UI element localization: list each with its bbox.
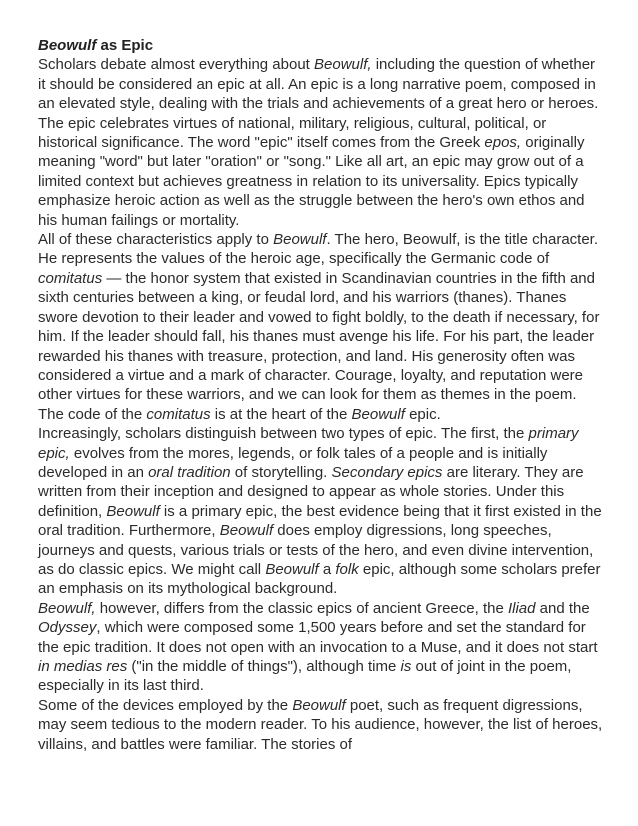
italic-run: epos, — [484, 134, 522, 152]
italic-run: oral tradition — [148, 463, 231, 481]
text-run: All of these characteristics apply to — [38, 231, 274, 249]
text-run: Increasingly, scholars distinguish between two types of epic. The first, the — [38, 425, 529, 443]
paragraph-4 — [38, 599, 606, 696]
italic-run: Secondary epics — [331, 463, 443, 481]
text-run: poet, such as frequent digressions, may seem tedious to the modern reader. To his audience, however, the list of heroes, villains, and battles were familiar. The stories of — [38, 696, 603, 753]
text-run: — the honor system that existed in Scandinavian countries in the fifth and sixth centuries between a king, or feudal lord, and his warriors (thanes). Thanes swore devotion to their leader and vowed to fight boldly, to the death if necessary, for him. If the leader should fall, his thanes must avenge his life. For his part, the leader rewarded his thanes with treasure, protection, and land. His generosity often was considered a virtue and a mark of character. Courage, loyalty, and reputation were other virtues for these warriors, and we can look for them as themes in the poem. The code of the — [38, 269, 600, 423]
italic-run: comitatus — [38, 269, 103, 287]
text-run: Some of the devices employed by the — [38, 696, 293, 714]
text-run: a — [318, 560, 336, 578]
document-body — [38, 36, 606, 754]
text-run: does employ digressions, long speeches, journeys and quests, various trials or tests of the hero, and even divine intervention, as do classic epics. We might call — [38, 522, 594, 578]
italic-run: Iliad — [507, 599, 536, 617]
italic-run: Beowulf — [219, 522, 274, 540]
text-run: . The hero, Beowulf, is the title character. He represents the values of the heroic age, specifically the Germanic code of — [38, 231, 599, 268]
paragraph-1 — [38, 55, 606, 230]
text-run: is at the heart of the — [210, 405, 352, 423]
text-run: including the question of whether it should be considered an epic at all. An epic is a long narrative poem, composed in an elevated style, dealing with the trials and achievements of a great hero or heroes. The epic celebrates virtues of national, military, religious, cultural, political, or historical significance. The word "epic" itself comes from the Greek — [38, 56, 599, 152]
italic-run: Beowulf, — [38, 599, 96, 617]
italic-run: in medias res — [38, 658, 128, 675]
italic-run: Odyssey — [38, 619, 97, 637]
paragraph-3 — [38, 424, 606, 599]
italic-run: Beowulf, — [314, 56, 372, 74]
title-rest: as Epic — [96, 37, 154, 54]
italic-run: Beowulf — [292, 696, 346, 714]
italic-run: folk — [335, 560, 359, 578]
text-run: originally meaning "word" but later "oration" or "song." Like all art, an epic may grow out of a limited context but achieves greatness in relation to its universality. Epics typically emphasize heroic action as well as the struggle between the hero's own ethos and his human failings or mortality. — [38, 134, 585, 229]
document-paragraphs — [38, 55, 606, 754]
text-run: Scholars debate almost everything about — [38, 56, 314, 74]
italic-run: is — [400, 658, 412, 675]
title-italic: Beowulf — [38, 37, 97, 54]
text-run: , which were composed some 1,500 years before and set the standard for the epic tradition. It does not open with an invocation to a Muse, and it does not start — [38, 619, 598, 656]
document-title — [38, 36, 606, 55]
italic-run: primary epic, — [38, 425, 579, 462]
text-run: is a primary epic, the best evidence being that it first existed in the oral tradition. Furthermore, — [38, 502, 602, 540]
text-run: are literary. They are written from their inception and designed to appear as whole stories. Under this definition, — [38, 463, 584, 520]
italic-run: Beowulf — [106, 502, 160, 520]
italic-run: Beowulf — [273, 231, 327, 249]
text-run: ("in the middle of things"), although time — [127, 658, 401, 675]
paragraph-5 — [38, 696, 606, 754]
text-run: however, differs from the classic epics of ancient Greece, the — [95, 599, 508, 617]
paragraph-2 — [38, 230, 606, 424]
text-run: evolves from the mores, legends, or folk tales of a people and is initially developed in an — [38, 444, 548, 481]
italic-run: comitatus — [146, 405, 211, 423]
text-run: of storytelling. — [230, 463, 332, 481]
italic-run: Beowulf — [265, 560, 319, 578]
text-run: epic, although some scholars prefer an emphasis on its mythological background. — [38, 560, 601, 598]
text-run: out of joint in the poem, especially in its last third. — [38, 658, 572, 695]
text-run: epic. — [404, 405, 441, 423]
text-run: and the — [535, 599, 590, 617]
italic-run: Beowulf — [351, 405, 405, 423]
